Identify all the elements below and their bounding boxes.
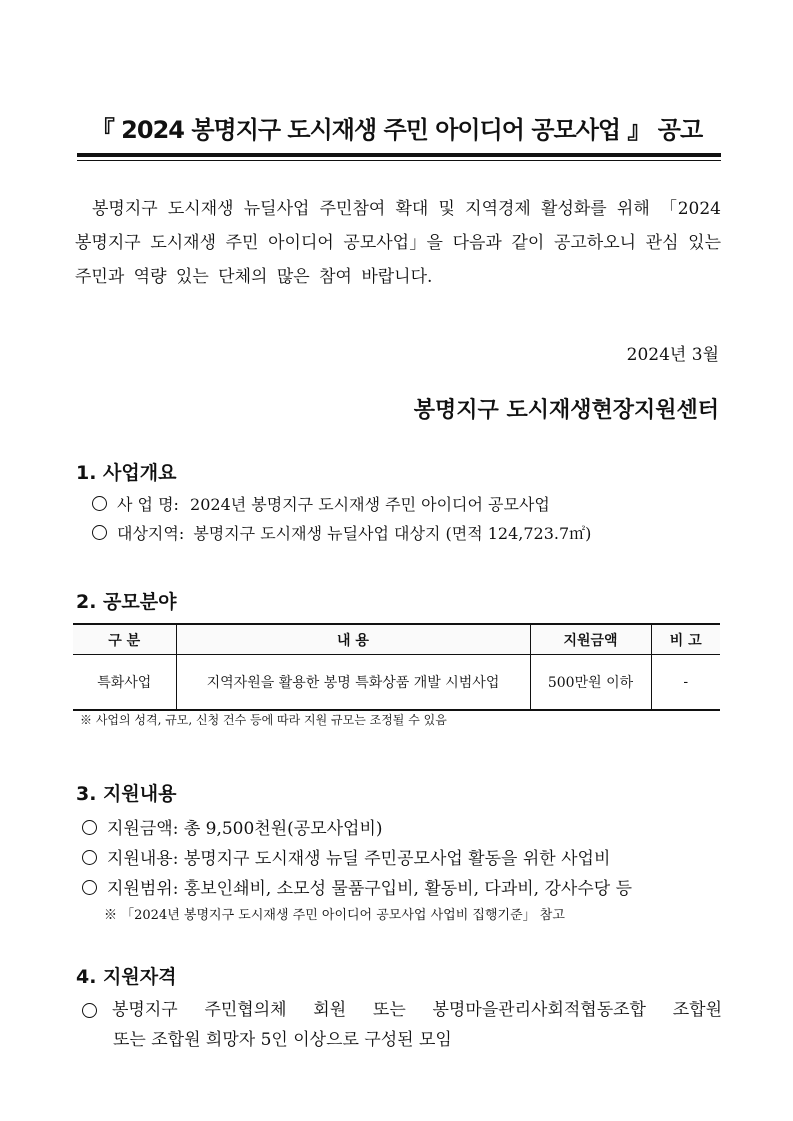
section3-item-scope: 지원범위: 홍보인쇄비, 소모성 물품구입비, 활동비, 다과비, 강사수당 등 <box>82 874 632 899</box>
section4-item-eligibility: 봉명지구 주민협의체 회원 또는 봉명마을관리사회적협동조합 조합원 또는 조합원 희망자 5인 이상으로 구성된 모임 <box>82 995 722 1055</box>
table-header-cell: 지원금액 <box>530 624 651 655</box>
table-header-row <box>73 624 720 655</box>
section2-heading: 2. 공모분야 <box>76 591 177 613</box>
document-title: 『 2024 봉명지구 도시재생 주민 아이디어 공모사업 』 공고 <box>90 116 703 144</box>
announcement-date: 2024년 3월 <box>626 345 719 365</box>
circle-bullet-icon <box>92 496 107 511</box>
circle-bullet-icon <box>92 525 107 540</box>
section4-heading: 4. 지원자격 <box>76 966 177 988</box>
section1-item-target-area: 대상지역: 봉명지구 도시재생 뉴딜사업 대상지 (면적 124,723.7㎡) <box>92 521 591 544</box>
table-row <box>73 655 720 711</box>
contest-field-table <box>73 623 720 711</box>
section3-item-content: 지원내용: 봉명지구 도시재생 뉴딜 주민공모사업 활동을 위한 사업비 <box>82 844 610 869</box>
circle-bullet-icon <box>82 880 97 895</box>
title-underline-thick <box>77 153 721 157</box>
section3-item-amount: 지원금액: 총 9,500천원(공모사업비) <box>82 814 383 839</box>
table-cell: 지역자원을 활용한 봉명 특화상품 개발 시범사업 <box>176 655 530 711</box>
table-header-cell: 내 용 <box>176 624 530 655</box>
section3-note: ※ 「2024년 봉명지구 도시재생 주민 아이디어 공모사업 사업비 집행기준」 참고 <box>104 908 565 923</box>
table-cell: 특화사업 <box>73 655 176 711</box>
circle-bullet-icon <box>82 1003 97 1018</box>
section3-heading: 3. 지원내용 <box>76 783 177 805</box>
table-cell: - <box>651 655 720 711</box>
table-header-cell: 비 고 <box>651 624 720 655</box>
table-cell: 500만원 이하 <box>530 655 651 711</box>
circle-bullet-icon <box>82 850 97 865</box>
intro-paragraph: 봉명지구 도시재생 뉴딜사업 주민참여 확대 및 지역경제 활성화를 위해 「2024 봉명지구 도시재생 주민 아이디어 공모사업」을 다음과 같이 공고하오니 관심 있는 주민과 역량 있는 단체의 많은 참여 바랍니다. <box>75 199 721 287</box>
table-header-cell: 구 분 <box>73 624 176 655</box>
circle-bullet-icon <box>82 820 97 835</box>
title-underline-thin <box>77 160 721 161</box>
section1-heading: 1. 사업개요 <box>76 462 177 484</box>
organization-name: 봉명지구 도시재생현장지원센터 <box>413 398 719 423</box>
section2-note: ※ 사업의 성격, 규모, 신청 건수 등에 따라 지원 규모는 조정될 수 있음 <box>80 713 447 727</box>
section1-item-project-name: 사 업 명: 2024년 봉명지구 도시재생 주민 아이디어 공모사업 <box>92 492 550 515</box>
